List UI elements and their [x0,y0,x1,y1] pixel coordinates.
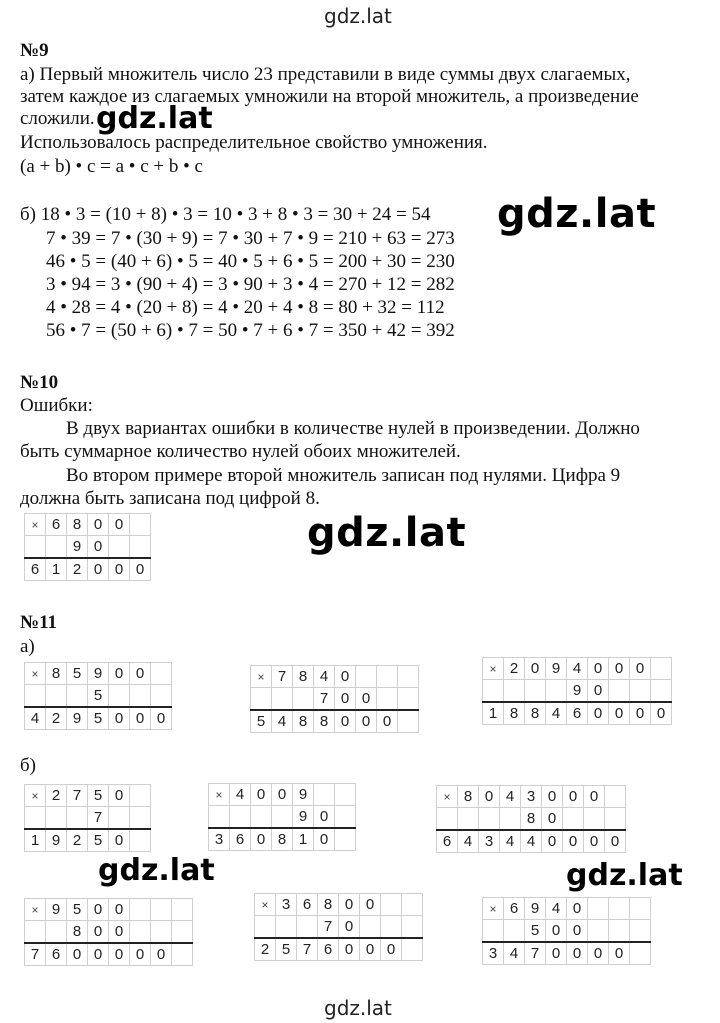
grid-row [209,806,356,829]
watermark-top: gdz.lat [324,4,392,28]
grid-cell [398,666,419,688]
ex10-label: Ошибки: [20,395,93,416]
grid-cell: 9 [546,658,567,680]
grid-cell [377,688,398,711]
multiplication-grid [24,898,193,966]
grid-cell: 0 [609,658,630,680]
grid-cell: 5 [251,710,272,733]
grid-cell [588,920,609,943]
grid-row [25,536,151,559]
grid-cell [360,916,381,939]
grid-cell [46,807,67,830]
grid-row [25,807,151,830]
grid-cell [251,806,272,829]
grid-cell: 0 [609,942,630,965]
grid-cell: 4 [272,710,293,733]
grid-cell: 4 [230,784,251,806]
grid-row [483,658,672,680]
grid-cell: 0 [130,663,151,685]
grid-cell: 3 [479,830,500,853]
grid-result-row [483,942,651,965]
grid-cell [151,899,172,921]
grid-cell: 7 [272,666,293,688]
grid-cell: 1 [293,828,314,851]
ex9-a-line: а) Первый множитель число 23 представили в виде суммы двух слагаемых, [20,64,631,85]
grid-cell: 1 [25,829,46,852]
grid-cell: 0 [381,938,402,961]
grid-cell [151,663,172,685]
grid-cell [458,808,479,831]
grid-cell [25,807,46,830]
grid-cell: 5 [88,785,109,807]
grid-cell: 0 [479,786,500,808]
grid-cell: 0 [567,942,588,965]
grid-cell [109,536,130,559]
grid-cell: 7 [67,785,88,807]
grid-cell: 5 [525,920,546,943]
grid-cell [255,916,276,939]
grid-cell: 0 [542,808,563,831]
grid-cell: 0 [356,688,377,711]
watermark-overlay: gdz.lat [497,191,657,237]
grid-cell: 0 [605,830,626,853]
grid-cell [437,808,458,831]
grid-cell [130,807,151,830]
grid-cell [25,536,46,559]
multiply-sign: × [483,658,504,680]
watermark-overlay: gdz.lat [98,853,215,888]
grid-cell: 0 [651,702,672,725]
grid-cell: 0 [588,658,609,680]
grid-cell: 4 [546,702,567,725]
grid-cell: 0 [130,707,151,730]
multiplication-grid [436,785,626,853]
grid-cell: 0 [584,830,605,853]
grid-cell [356,666,377,688]
grid-row [483,898,651,920]
grid-cell: 5 [88,829,109,852]
grid-cell: 0 [109,899,130,921]
ex10-line: Во втором примере второй множитель записан под нулями. Цифра 9 [66,465,621,486]
grid-cell [630,920,651,943]
grid-cell: 9 [46,899,67,921]
grid-cell: 2 [504,658,525,680]
grid-cell: 8 [293,710,314,733]
multiply-sign: × [25,785,46,807]
ex9-title: №9 [20,40,49,61]
grid-cell [151,921,172,944]
grid-row [25,663,172,685]
grid-cell: 0 [88,921,109,944]
grid-row [483,920,651,943]
grid-cell: 0 [109,785,130,807]
grid-cell [172,899,193,921]
grid-cell [130,514,151,536]
grid-cell: 5 [67,899,88,921]
grid-cell: 6 [46,943,67,966]
grid-cell [402,916,423,939]
grid-cell: 4 [521,830,542,853]
ex9-a-line: Использовалось распределительное свойство умножения. [20,132,488,153]
grid-cell: 8 [458,786,479,808]
grid-cell [546,680,567,703]
ex9-b-line: 56 • 7 = (50 + 6) • 7 = 50 • 7 + 6 • 7 = 350 + 42 = 392 [46,320,455,341]
grid-cell [500,808,521,831]
grid-result-row [25,707,172,730]
grid-cell: 0 [339,916,360,939]
grid-cell: 0 [339,894,360,916]
grid-cell: 7 [525,942,546,965]
grid-cell [130,829,151,852]
grid-cell: 0 [272,784,293,806]
grid-cell: 0 [109,943,130,966]
grid-cell [251,688,272,711]
grid-cell: 8 [525,702,546,725]
ex9-b-line: 3 • 94 = 3 • (90 + 4) = 3 • 90 + 3 • 4 = 270 + 12 = 282 [46,274,455,295]
grid-cell: 0 [251,828,272,851]
grid-cell: 6 [46,514,67,536]
grid-cell: 0 [542,786,563,808]
grid-cell: 7 [314,688,335,711]
grid-cell: 8 [521,808,542,831]
grid-cell [297,916,318,939]
grid-cell: 6 [504,898,525,920]
grid-result-row [251,710,419,733]
grid-cell [130,899,151,921]
grid-cell: 0 [251,784,272,806]
grid-cell: 8 [67,921,88,944]
grid-cell: 2 [46,707,67,730]
multiplication-grid [254,893,423,961]
grid-cell: 0 [151,707,172,730]
ex10-title: №10 [20,372,59,393]
grid-cell: 6 [297,894,318,916]
grid-cell [335,806,356,829]
grid-result-row [25,943,193,966]
grid-cell [109,685,130,708]
grid-cell: 0 [630,702,651,725]
grid-cell [402,894,423,916]
grid-cell: 7 [297,938,318,961]
grid-cell: 5 [88,707,109,730]
ex11-label-b: б) [20,755,36,776]
grid-cell: 6 [25,558,46,581]
grid-row [255,916,423,939]
grid-cell: 0 [339,938,360,961]
grid-cell [130,536,151,559]
grid-cell: 0 [335,688,356,711]
grid-cell: 8 [293,666,314,688]
grid-result-row [209,828,356,851]
grid-cell [172,943,193,966]
watermark-overlay: gdz.lat [307,510,467,556]
grid-cell [25,685,46,708]
grid-cell [605,786,626,808]
grid-cell: 0 [88,558,109,581]
multiplication-grid [24,513,151,581]
multiply-sign: × [255,894,276,916]
grid-cell: 4 [500,830,521,853]
grid-cell: 0 [314,806,335,829]
grid-cell [651,680,672,703]
grid-cell [335,828,356,851]
ex9-b-line: 7 • 39 = 7 • (30 + 9) = 7 • 30 + 7 • 9 = 210 + 63 = 273 [46,228,455,249]
grid-cell: 7 [25,943,46,966]
ex10-line: быть суммарное количество нулей обоих множителей. [20,441,461,462]
grid-cell [67,807,88,830]
grid-cell: 5 [88,685,109,708]
grid-cell [504,680,525,703]
grid-cell: 8 [67,514,88,536]
grid-cell: 0 [377,710,398,733]
grid-cell: 0 [542,830,563,853]
grid-cell: 0 [588,680,609,703]
grid-cell [377,666,398,688]
grid-cell: 9 [67,707,88,730]
grid-row [209,784,356,806]
ex9-b-line: 46 • 5 = (40 + 6) • 5 = 40 • 5 + 6 • 5 = 200 + 30 = 230 [46,251,455,272]
grid-cell: 6 [437,830,458,853]
grid-cell: 0 [360,938,381,961]
grid-cell: 9 [567,680,588,703]
grid-cell: 6 [230,828,251,851]
grid-cell [398,710,419,733]
grid-row [251,688,419,711]
grid-cell [588,898,609,920]
multiplication-grid [208,783,356,851]
grid-cell: 3 [521,786,542,808]
grid-cell: 0 [546,920,567,943]
grid-cell [630,680,651,703]
grid-cell: 0 [588,702,609,725]
grid-cell [46,536,67,559]
grid-cell [381,894,402,916]
grid-cell: 0 [584,786,605,808]
grid-cell: 4 [567,658,588,680]
watermark-overlay: gdz.lat [96,101,213,136]
grid-cell [130,921,151,944]
grid-cell: 0 [130,943,151,966]
grid-cell: 8 [318,894,339,916]
grid-row [251,666,419,688]
ex9-a-line: сложили. [20,108,95,129]
grid-cell [46,685,67,708]
grid-cell [651,658,672,680]
grid-result-row [25,558,151,581]
grid-cell [130,685,151,708]
grid-cell: 0 [609,702,630,725]
ex9-b-line: 4 • 28 = 4 • (20 + 8) = 4 • 20 + 4 • 8 = 80 + 32 = 112 [46,297,445,318]
grid-cell: 0 [567,920,588,943]
grid-cell: 6 [318,938,339,961]
ex11-title: №11 [20,612,58,633]
grid-cell: 0 [546,942,567,965]
grid-cell [605,808,626,831]
grid-cell: 0 [630,658,651,680]
multiply-sign: × [209,784,230,806]
grid-cell: 4 [314,666,335,688]
grid-cell: 0 [109,921,130,944]
grid-cell: 0 [88,536,109,559]
grid-cell [109,807,130,830]
grid-cell [67,685,88,708]
ex10-line: В двух вариантах ошибки в количестве нулей в произведении. Должно [66,418,640,439]
multiplication-grid [250,665,419,733]
grid-cell: 5 [276,938,297,961]
grid-cell: 1 [46,558,67,581]
grid-cell: 8 [504,702,525,725]
grid-cell [609,920,630,943]
grid-cell [630,942,651,965]
grid-result-row [483,702,672,725]
grid-cell [483,920,504,943]
grid-cell [130,785,151,807]
multiply-sign: × [25,514,46,536]
grid-cell: 3 [209,828,230,851]
watermark-bottom: gdz.lat [324,996,392,1020]
multiply-sign: × [25,663,46,685]
grid-result-row [437,830,626,853]
grid-cell: 0 [88,514,109,536]
grid-cell [230,806,251,829]
grid-cell [46,921,67,944]
grid-cell: 4 [546,898,567,920]
grid-cell: 6 [567,702,588,725]
grid-cell [272,688,293,711]
ex9-formula: (a + b) • c = a • c + b • c [20,156,203,177]
grid-cell: 0 [335,666,356,688]
grid-cell [504,920,525,943]
grid-cell: 0 [563,786,584,808]
grid-cell: 8 [314,710,335,733]
grid-cell: 2 [67,558,88,581]
grid-cell: 2 [255,938,276,961]
grid-cell [630,898,651,920]
multiplication-grid [482,657,672,725]
watermark-overlay: gdz.lat [566,858,683,893]
grid-cell: 8 [272,828,293,851]
multiplication-grid [24,662,172,730]
grid-row [437,808,626,831]
grid-cell: 0 [314,828,335,851]
grid-row [255,894,423,916]
grid-row [25,921,193,944]
multiplication-grid [482,897,651,965]
grid-cell: 0 [360,894,381,916]
multiply-sign: × [483,898,504,920]
grid-cell: 9 [293,806,314,829]
grid-row [483,680,672,703]
ex10-line: должна быть записана под цифрой 8. [20,488,320,509]
grid-cell [172,921,193,944]
grid-cell: 7 [88,807,109,830]
ex11-label-a: а) [20,636,35,657]
grid-cell: 1 [483,702,504,725]
grid-cell: 9 [525,898,546,920]
grid-cell [276,916,297,939]
ex9-a-line: затем каждое из слагаемых умножили на второй множитель, а произведение [20,86,639,107]
grid-cell [402,938,423,961]
grid-cell: 9 [46,829,67,852]
grid-cell: 2 [67,829,88,852]
grid-cell: 0 [130,558,151,581]
grid-cell: 5 [67,663,88,685]
grid-cell: 4 [25,707,46,730]
grid-cell [293,688,314,711]
grid-cell: 0 [88,943,109,966]
grid-cell [209,806,230,829]
grid-result-row [255,938,423,961]
multiply-sign: × [251,666,272,688]
grid-cell [479,808,500,831]
grid-cell [584,808,605,831]
grid-cell: 0 [88,899,109,921]
grid-cell: 3 [483,942,504,965]
grid-cell [151,685,172,708]
grid-cell: 0 [567,898,588,920]
grid-cell [381,916,402,939]
multiplication-grid [24,784,151,852]
grid-cell [609,898,630,920]
grid-cell [335,784,356,806]
grid-cell: 0 [588,942,609,965]
grid-cell: 0 [563,830,584,853]
grid-cell [483,680,504,703]
grid-cell: 9 [67,536,88,559]
grid-cell: 8 [46,663,67,685]
grid-row [25,785,151,807]
grid-cell [609,680,630,703]
grid-cell: 0 [525,658,546,680]
grid-cell [563,808,584,831]
grid-cell [314,784,335,806]
grid-cell: 0 [356,710,377,733]
grid-cell: 2 [46,785,67,807]
grid-cell: 0 [109,558,130,581]
ex9-b-line: б) 18 • 3 = (10 + 8) • 3 = 10 • 3 + 8 • 3 = 30 + 24 = 54 [20,204,431,225]
grid-cell: 0 [109,514,130,536]
grid-row [25,514,151,536]
grid-cell: 4 [458,830,479,853]
grid-cell: 7 [318,916,339,939]
grid-cell: 9 [293,784,314,806]
grid-cell [525,680,546,703]
grid-cell: 0 [109,707,130,730]
grid-cell: 4 [500,786,521,808]
grid-cell: 0 [151,943,172,966]
grid-cell: 0 [335,710,356,733]
grid-result-row [25,829,151,852]
grid-cell: 3 [276,894,297,916]
grid-row [25,899,193,921]
grid-cell [272,806,293,829]
grid-row [25,685,172,708]
grid-cell: 4 [504,942,525,965]
grid-cell [398,688,419,711]
multiply-sign: × [437,786,458,808]
grid-cell [25,921,46,944]
grid-cell: 0 [109,663,130,685]
grid-cell: 0 [109,829,130,852]
multiply-sign: × [25,899,46,921]
grid-row [437,786,626,808]
grid-cell: 0 [67,943,88,966]
grid-cell: 9 [88,663,109,685]
